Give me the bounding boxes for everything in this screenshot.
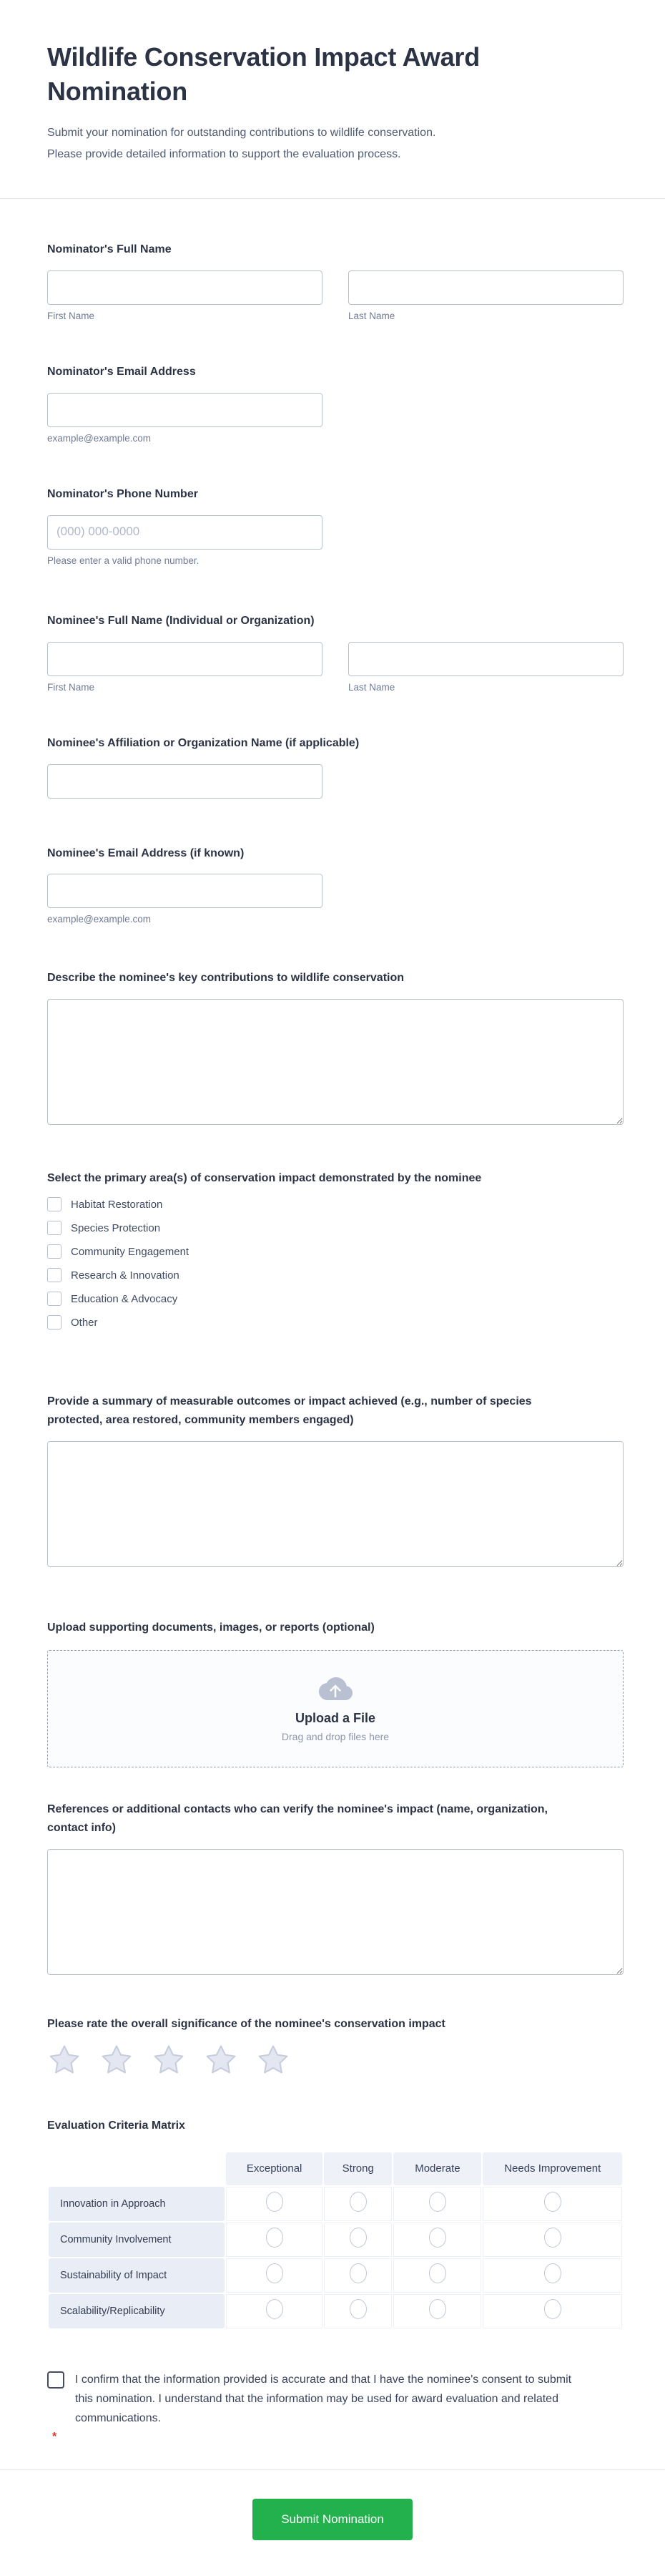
nominator-last-name-sublabel: Last Name: [348, 310, 395, 321]
references-label: References or additional contacts who can verify the nominee's impact (name, organization, contact info): [47, 1803, 548, 1834]
nominee-email-label: Nominee's Email Address (if known): [47, 847, 245, 859]
star-rating-label: Please rate the overall significance of the nominee's conservation impact: [47, 2017, 445, 2030]
matrix-radio-scalability-needs-improvement[interactable]: [544, 2299, 561, 2319]
references-textarea[interactable]: [47, 1849, 624, 1975]
impact-areas-options: [47, 1197, 624, 1330]
question-contributions: [47, 969, 624, 1125]
question-outcomes: [47, 1392, 624, 1567]
matrix-radio-sustainability-strong[interactable]: [350, 2263, 367, 2283]
nominator-first-name-sublabel: First Name: [47, 310, 95, 321]
matrix-radio-scalability-strong[interactable]: [350, 2299, 367, 2319]
required-asterisk: *: [52, 2430, 57, 2443]
checkbox-label: Education & Advocacy: [71, 1292, 178, 1305]
checkbox-option-habitat-restoration[interactable]: [47, 1197, 624, 1211]
matrix-column-header-moderate: Moderate: [393, 2152, 481, 2185]
form-subtitle-line-1: Submit your nomination for outstanding contributions to wildlife conservation.: [47, 127, 436, 140]
consent-checkbox[interactable]: [47, 2371, 64, 2389]
outcomes-textarea[interactable]: [47, 1441, 624, 1567]
star-icon-3[interactable]: [152, 2044, 186, 2077]
matrix-radio-sustainability-exceptional[interactable]: [266, 2263, 283, 2283]
matrix-column-header-needs-improvement: Needs Improvement: [483, 2152, 622, 2185]
nominator-first-name-input[interactable]: [47, 270, 322, 305]
checkbox-label: Other: [71, 1316, 98, 1329]
star-rating-widget: [47, 2044, 624, 2077]
checkbox-habitat-restoration[interactable]: [47, 1197, 61, 1211]
matrix-row-community: [49, 2223, 622, 2257]
nominator-phone-label: Nominator's Phone Number: [47, 487, 198, 500]
matrix-row-scalability: [49, 2294, 622, 2328]
upload-dropzone[interactable]: [47, 1650, 624, 1767]
submit-button[interactable]: Submit Nomination: [252, 2499, 413, 2540]
question-impact-areas: [47, 1169, 624, 1330]
question-star-rating: [47, 2015, 624, 2077]
nominator-name-label: Nominator's Full Name: [47, 243, 172, 256]
checkbox-label: Community Engagement: [71, 1245, 189, 1258]
question-nominee-affiliation: [47, 734, 624, 799]
matrix-radio-sustainability-moderate[interactable]: [429, 2263, 446, 2283]
question-nominee-full-name: [47, 612, 624, 693]
nominee-name-label: Nominee's Full Name (Individual or Organization): [47, 614, 315, 627]
star-icon-4[interactable]: [204, 2044, 238, 2077]
nominee-email-input[interactable]: [47, 874, 322, 908]
matrix-radio-community-strong[interactable]: [350, 2228, 367, 2248]
consent-text: I confirm that the information provided is accurate and that I have the nominee's consent to submit this nomination. I understand that the information may be used for award evaluation and related communications.: [75, 2373, 572, 2424]
matrix-radio-innovation-needs-improvement[interactable]: [544, 2192, 561, 2212]
matrix-row-sustainability: [49, 2258, 622, 2293]
matrix-row-innovation: [49, 2187, 622, 2221]
matrix-corner-cell: [49, 2152, 225, 2185]
matrix-radio-scalability-moderate[interactable]: [429, 2299, 446, 2319]
nominee-first-name-sublabel: First Name: [47, 681, 95, 693]
matrix-label: Evaluation Criteria Matrix: [47, 2119, 185, 2132]
impact-areas-label: Select the primary area(s) of conservation impact demonstrated by the nominee: [47, 1172, 482, 1185]
form-body: [0, 240, 665, 2444]
nominee-affiliation-label: Nominee's Affiliation or Organization Name (if applicable): [47, 736, 360, 749]
checkbox-option-research-innovation[interactable]: [47, 1268, 624, 1282]
nominator-phone-input[interactable]: [47, 515, 322, 550]
submit-section: [0, 2470, 665, 2576]
matrix-row-label-scalability: Scalability/Replicability: [49, 2294, 225, 2328]
nominator-email-label: Nominator's Email Address: [47, 365, 196, 378]
nominee-last-name-sublabel: Last Name: [348, 681, 395, 693]
star-icon-5[interactable]: [256, 2044, 290, 2077]
header-divider: [0, 198, 665, 199]
checkbox-label: Species Protection: [71, 1221, 161, 1234]
checkbox-species-protection[interactable]: [47, 1221, 61, 1235]
upload-label: Upload supporting documents, images, or reports (optional): [47, 1621, 375, 1634]
matrix-radio-community-needs-improvement[interactable]: [544, 2228, 561, 2248]
question-references: [47, 1800, 624, 1975]
upload-cloud-icon: [317, 1675, 354, 1704]
nominator-email-input[interactable]: [47, 393, 322, 427]
matrix-radio-scalability-exceptional[interactable]: [266, 2299, 283, 2319]
star-icon-2[interactable]: [99, 2044, 134, 2077]
checkbox-option-education-advocacy[interactable]: [47, 1292, 624, 1306]
form-header: [0, 0, 665, 165]
matrix-radio-community-exceptional[interactable]: [266, 2228, 283, 2248]
matrix-row-label-innovation: Innovation in Approach: [49, 2187, 225, 2221]
question-nominator-email: [47, 363, 624, 444]
contributions-textarea[interactable]: [47, 999, 624, 1125]
matrix-radio-sustainability-needs-improvement[interactable]: [544, 2263, 561, 2283]
checkbox-education-advocacy[interactable]: [47, 1292, 61, 1306]
checkbox-option-community-engagement[interactable]: [47, 1244, 624, 1259]
matrix-row-label-sustainability: Sustainability of Impact: [49, 2258, 225, 2293]
question-upload: [47, 1619, 624, 1767]
form-title: Wildlife Conservation Impact Award Nomination: [47, 42, 480, 106]
outcomes-label: Provide a summary of measurable outcomes or impact achieved (e.g., number of species protected, area restored, community members engaged): [47, 1395, 532, 1427]
nominator-phone-sublabel: Please enter a valid phone number.: [47, 555, 200, 566]
matrix-column-header-exceptional: Exceptional: [226, 2152, 322, 2185]
nominator-email-sublabel: example@example.com: [47, 432, 152, 444]
upload-hint-text: Drag and drop files here: [281, 1731, 390, 1742]
checkbox-research-innovation[interactable]: [47, 1268, 61, 1282]
matrix-radio-community-moderate[interactable]: [429, 2228, 446, 2248]
checkbox-label: Research & Innovation: [71, 1269, 179, 1282]
question-nominator-phone: [47, 485, 624, 566]
checkbox-other[interactable]: [47, 1315, 61, 1330]
matrix-radio-innovation-moderate[interactable]: [429, 2192, 446, 2212]
upload-button-text: Upload a File: [295, 1711, 376, 1725]
matrix-column-header-strong: Strong: [324, 2152, 392, 2185]
question-consent: [47, 2370, 624, 2444]
evaluation-matrix-table: [47, 2151, 624, 2330]
question-nominator-full-name: [47, 240, 624, 321]
nominator-last-name-input[interactable]: [348, 270, 624, 305]
contributions-label: Describe the nominee's key contributions to wildlife conservation: [47, 972, 405, 985]
checkbox-option-species-protection[interactable]: [47, 1221, 624, 1235]
checkbox-community-engagement[interactable]: [47, 1244, 61, 1259]
checkbox-label: Habitat Restoration: [71, 1198, 163, 1211]
form-subtitle: [47, 122, 624, 165]
nominee-first-name-input[interactable]: [47, 642, 322, 676]
checkbox-option-other[interactable]: [47, 1315, 624, 1330]
star-icon-1[interactable]: [47, 2044, 82, 2077]
nominee-last-name-input[interactable]: [348, 642, 624, 676]
question-nominee-email: [47, 844, 624, 925]
matrix-row-label-community: Community Involvement: [49, 2223, 225, 2257]
form-subtitle-line-2: Please provide detailed information to support the evaluation process.: [47, 148, 401, 161]
matrix-radio-innovation-strong[interactable]: [350, 2192, 367, 2212]
nominee-affiliation-input[interactable]: [47, 764, 322, 799]
question-evaluation-matrix: [47, 2117, 624, 2330]
nominee-email-sublabel: example@example.com: [47, 914, 152, 925]
matrix-radio-innovation-exceptional[interactable]: [266, 2192, 283, 2212]
